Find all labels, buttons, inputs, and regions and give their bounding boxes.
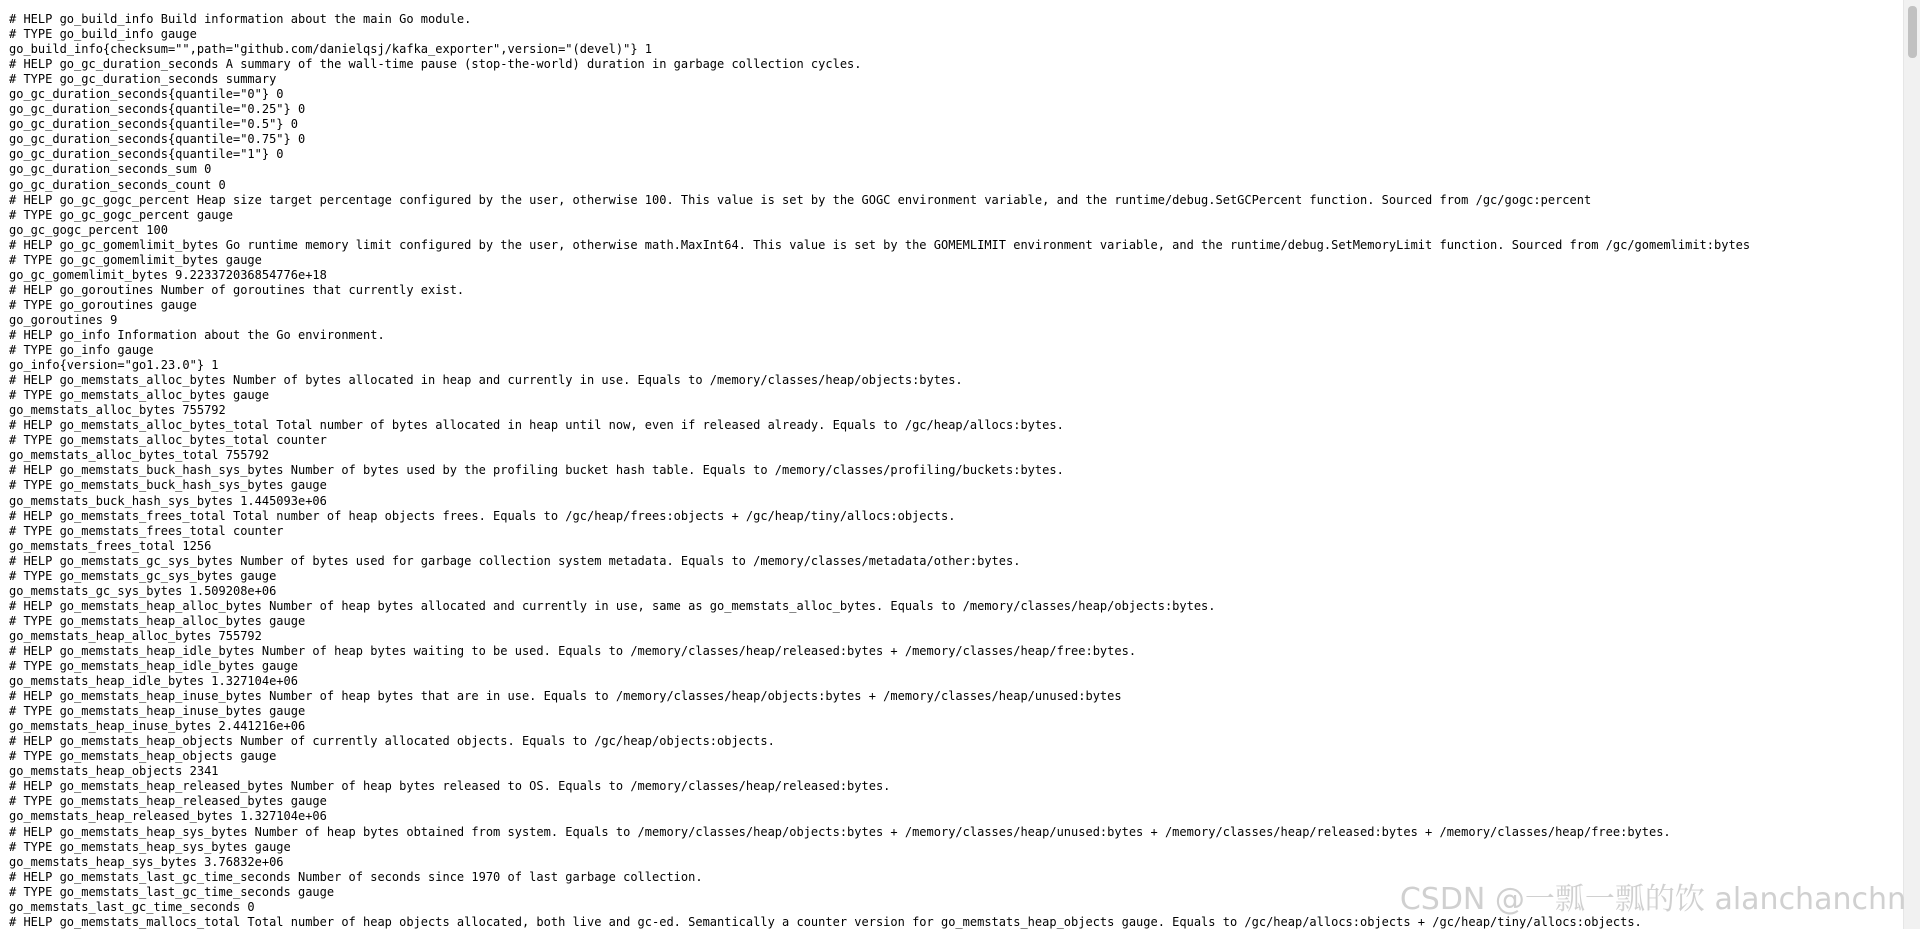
- metrics-line: # TYPE go_memstats_last_gc_time_seconds gauge: [9, 884, 335, 899]
- metrics-line: go_memstats_alloc_bytes_total 755792: [9, 448, 270, 463]
- metrics-line: # TYPE go_info gauge: [9, 343, 154, 358]
- scrollbar-thumb[interactable]: [1908, 6, 1917, 58]
- metrics-line: # HELP go_goroutines Number of goroutines that currently exist.: [9, 282, 465, 297]
- metrics-line: go_memstats_heap_alloc_bytes 755792: [9, 628, 262, 643]
- metrics-line: # HELP go_gc_duration_seconds A summary of the wall-time pause (stop-the-world) duration in garbage collection cycles.: [9, 57, 862, 72]
- metrics-line: # HELP go_memstats_buck_hash_sys_bytes Number of bytes used by the profiling bucket hash table. Equals to /memory/classes/profiling/buckets:bytes.: [9, 463, 1064, 478]
- metrics-line: # HELP go_memstats_alloc_bytes Number of bytes allocated in heap and currently in use. Equals to /memory/classes/heap/objects:bytes.: [9, 373, 963, 388]
- metrics-line: go_gc_duration_seconds_count 0: [9, 177, 226, 192]
- metrics-line: # HELP go_memstats_heap_idle_bytes Number of heap bytes waiting to be used. Equals to /memory/classes/heap/released:bytes + /memory/classes/heap/free:bytes.: [9, 643, 1137, 658]
- metrics-text-body: [9, 12, 1889, 929]
- metrics-line: go_gc_gomemlimit_bytes 9.223372036854776e+18: [9, 267, 327, 282]
- metrics-line: # HELP go_memstats_frees_total Total number of heap objects frees. Equals to /gc/heap/frees:objects + /gc/heap/tiny/allocs:objects.: [9, 508, 956, 523]
- metrics-line: # TYPE go_memstats_buck_hash_sys_bytes gauge: [9, 478, 327, 493]
- metrics-line: go_gc_duration_seconds_sum 0: [9, 162, 212, 177]
- metrics-line: go_memstats_gc_sys_bytes 1.509208e+06: [9, 583, 277, 598]
- metrics-line: go_gc_duration_seconds{quantile="0.25"} 0: [9, 102, 306, 117]
- metrics-line: # HELP go_gc_gomemlimit_bytes Go runtime memory limit configured by the user, otherwise math.MaxInt64. This value is set by the GOMEMLIMIT environment variable, and the runtime/debug.SetMemoryLimit function. Sourced from /gc/gomemlimit:bytes: [9, 237, 1751, 252]
- metrics-line: # HELP go_memstats_heap_inuse_bytes Number of heap bytes that are in use. Equals to /memory/classes/heap/objects:bytes + /memory/classes/heap/unused:bytes: [9, 689, 1122, 704]
- metrics-line: go_memstats_last_gc_time_seconds 0: [9, 899, 255, 914]
- metrics-line: # TYPE go_memstats_heap_sys_bytes gauge: [9, 839, 291, 854]
- metrics-line: go_memstats_heap_idle_bytes 1.327104e+06: [9, 674, 298, 689]
- metrics-line: # HELP go_memstats_mallocs_total Total number of heap objects allocated, both live and gc-ed. Semantically a counter version for go_memstats_heap_objects gauge. Equals to /gc/heap/allocs:objects + /gc/heap/tiny/allocs:objects.: [9, 914, 1642, 929]
- metrics-line: # HELP go_info Information about the Go environment.: [9, 327, 385, 342]
- metrics-line: # TYPE go_goroutines gauge: [9, 297, 197, 312]
- metrics-line: # HELP go_gc_gogc_percent Heap size target percentage configured by the user, otherwise 100. This value is set by the GOGC environment variable, and the runtime/debug.SetGCPercent function. Sourced from /gc/gogc:percent: [9, 192, 1592, 207]
- metrics-line: go_gc_gogc_percent 100: [9, 222, 168, 237]
- metrics-line: go_gc_duration_seconds{quantile="1"} 0: [9, 147, 284, 162]
- metrics-line: go_gc_duration_seconds{quantile="0.5"} 0: [9, 117, 298, 132]
- metrics-line: # HELP go_memstats_heap_alloc_bytes Number of heap bytes allocated and currently in use, same as go_memstats_alloc_bytes. Equals to /memory/classes/heap/objects:bytes.: [9, 598, 1216, 613]
- metrics-line: # TYPE go_memstats_gc_sys_bytes gauge: [9, 568, 277, 583]
- metrics-line: go_gc_duration_seconds{quantile="0.75"} 0: [9, 132, 306, 147]
- csdn-watermark: CSDN @一瓢一瓢的饮 alanchanchn: [1399, 882, 1906, 917]
- metrics-line: go_gc_duration_seconds{quantile="0"} 0: [9, 87, 284, 102]
- metrics-line: # TYPE go_memstats_heap_alloc_bytes gauge: [9, 613, 306, 628]
- metrics-line: # HELP go_memstats_gc_sys_bytes Number of bytes used for garbage collection system metadata. Equals to /memory/classes/metadata/other:bytes.: [9, 553, 1021, 568]
- metrics-line: # HELP go_memstats_heap_objects Number of currently allocated objects. Equals to /gc/heap/objects:objects.: [9, 734, 775, 749]
- metrics-line: # HELP go_memstats_last_gc_time_seconds Number of seconds since 1970 of last garbage collection.: [9, 869, 703, 884]
- metrics-line: # HELP go_memstats_heap_released_bytes Number of heap bytes released to OS. Equals to /memory/classes/heap/released:bytes.: [9, 779, 891, 794]
- metrics-line: go_memstats_alloc_bytes 755792: [9, 403, 226, 418]
- metrics-line: # HELP go_memstats_heap_sys_bytes Number of heap bytes obtained from system. Equals to /memory/classes/heap/objects:bytes + /memory/classes/heap/unused:bytes + /memory/classes/heap/released:bytes + /memory/classes/heap/free:bytes.: [9, 824, 1671, 839]
- metrics-line: # HELP go_build_info Build information about the main Go module.: [9, 12, 472, 26]
- metrics-line: # TYPE go_memstats_heap_inuse_bytes gauge: [9, 704, 306, 719]
- metrics-line: go_goroutines 9: [9, 312, 118, 327]
- metrics-line: go_info{version="go1.23.0"} 1: [9, 358, 219, 373]
- metrics-line: # TYPE go_memstats_alloc_bytes gauge: [9, 388, 270, 403]
- metrics-line: # TYPE go_memstats_frees_total counter: [9, 523, 284, 538]
- metrics-line: go_memstats_heap_released_bytes 1.327104e+06: [9, 809, 327, 824]
- metrics-line: go_memstats_heap_objects 2341: [9, 764, 219, 779]
- metrics-line: # TYPE go_memstats_heap_released_bytes gauge: [9, 794, 327, 809]
- metrics-line: go_build_info{checksum="",path="github.com/danielqsj/kafka_exporter",version="(devel)"} 1: [9, 42, 652, 57]
- metrics-line: # TYPE go_gc_gogc_percent gauge: [9, 207, 233, 222]
- metrics-line: go_memstats_heap_sys_bytes 3.76832e+06: [9, 854, 284, 869]
- metrics-line: go_memstats_buck_hash_sys_bytes 1.445093e+06: [9, 493, 327, 508]
- metrics-line: # TYPE go_memstats_heap_idle_bytes gauge: [9, 659, 298, 674]
- metrics-line: # HELP go_memstats_alloc_bytes_total Total number of bytes allocated in heap until now, even if released already. Equals to /gc/heap/allocs:bytes.: [9, 418, 1064, 433]
- metrics-line: # TYPE go_build_info gauge: [9, 27, 197, 42]
- metrics-line: go_memstats_heap_inuse_bytes 2.441216e+06: [9, 719, 306, 734]
- metrics-line: # TYPE go_memstats_alloc_bytes_total counter: [9, 433, 327, 448]
- metrics-line: # TYPE go_memstats_heap_objects gauge: [9, 749, 277, 764]
- vertical-scrollbar[interactable]: [1903, 0, 1920, 929]
- metrics-line: # TYPE go_gc_duration_seconds summary: [9, 72, 277, 87]
- metrics-line: go_memstats_frees_total 1256: [9, 538, 212, 553]
- metrics-line: # TYPE go_gc_gomemlimit_bytes gauge: [9, 252, 262, 267]
